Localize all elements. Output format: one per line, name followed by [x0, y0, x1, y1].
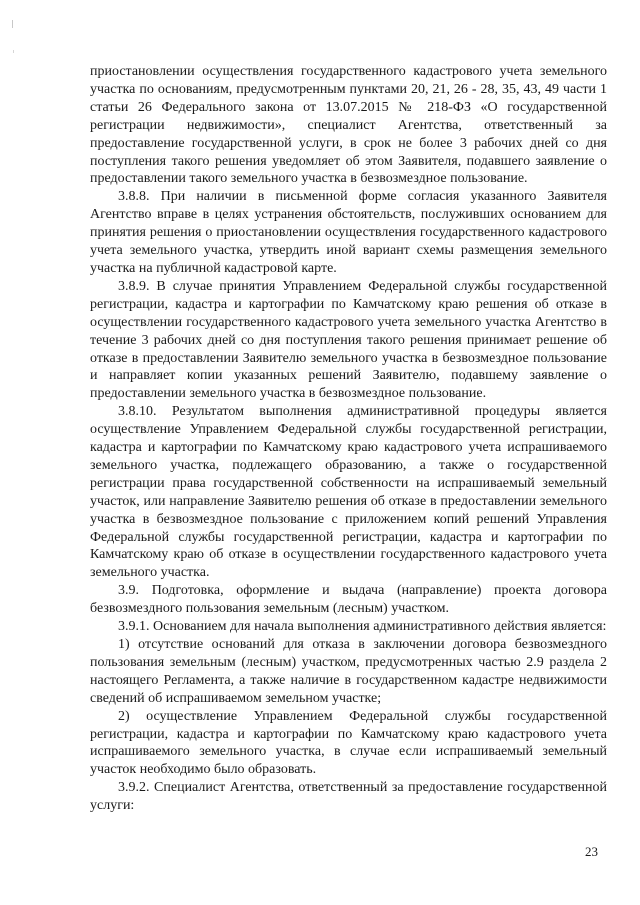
- scan-margin-mark: [13, 50, 14, 53]
- paragraph-3-9-1: 3.9.1. Основанием для начала выполнения административного действия является:: [118, 619, 607, 635]
- list-item-1: 1) отсутствие оснований для отказа в заключении договора безвозмездного пользования земельным (лесным) участком, предусмотренных частью 2.9 раздела 2 настоящего Регламента, а также наличие в государственном кадастре недвижимости сведений об испрашиваемом земельном участке;: [90, 637, 607, 706]
- body-text: [90, 63, 607, 815]
- list-item-2: 2) осуществление Управлением Федеральной службы государственной регистрации, кадастра и картографии по Камчатскому краю кадастрового учета испрашиваемого земельного участка, в случае если испрашиваемый земельный участок необходимо было образовать.: [90, 708, 607, 778]
- scan-margin-mark: [12, 20, 13, 28]
- page-number: 23: [585, 844, 598, 859]
- paragraph-3-8-10: 3.8.10. Результатом выполнения административной процедуры является осуществление Управлением Федеральной службы государственной регистрации, кадастра и картографии по Камчатскому краю кадастрового учета испрашиваемого земельного участка, подлежащего образованию, а также о государственной регистрации права государственной собственности на испрашиваемый земельный участок, или направление Заявителю решения об отказе в предоставлении земельного участка в безвозмездное пользование с приложением копий решений Управления Федеральной службы государственной регистрации, кадастра и картографии по Камчатскому краю об отказе в осуществлении государственного кадастрового учета земельного участка.: [90, 404, 607, 581]
- paragraph-3-9-2: 3.9.2. Специалист Агентства, ответственный за предоставление государственной услуги:: [90, 780, 607, 814]
- paragraph-3-8-8: 3.8.8. При наличии в письменной форме согласия указанного Заявителя Агентство вправе в целях устранения обстоятельств, послуживших основанием для принятия решения о приостановлении осуществления государственного кадастрового учета земельного участка, утвердить иной вариант схемы размещения земельного участка на публичной кадастровой карте.: [90, 189, 607, 276]
- paragraph-continuation: приостановлении осуществления государственного кадастрового учета земельного участка по основаниям, предусмотренным пунктами 20, 21, 26 - 28, 35, 43, 49 части 1 статьи 26 Федерального закона от 13.07.2015 № 218-ФЗ «О государственной регистрации недвижимости», специалист Агентства, ответственный за предоставление государственной услуги, в срок не более 3 рабочих дней со дня поступления такого решения уведомляет об этом Заявителя, подавшего заявление о предоставлении такого земельного участка в безвозмездное пользование.: [90, 64, 607, 187]
- paragraph-3-8-9: 3.8.9. В случае принятия Управлением Федеральной службы государственной регистрации, кадастра и картографии по Камчатскому краю решения об отказе в осуществлении государственного кадастрового учета земельного участка Агентство в течение 3 рабочих дней со дня поступления такого решения принимает решение об отказе в предоставлении Заявителю земельного участка в безвозмездное пользование и направляет копии указанных решений Заявителю, подавшему заявление о предоставлении земельного участка в безвозмездное пользование.: [90, 278, 607, 402]
- paragraph-3-9: 3.9. Подготовка, оформление и выдача (направление) проекта договора безвозмездного пользования земельным (лесным) участком.: [90, 583, 607, 617]
